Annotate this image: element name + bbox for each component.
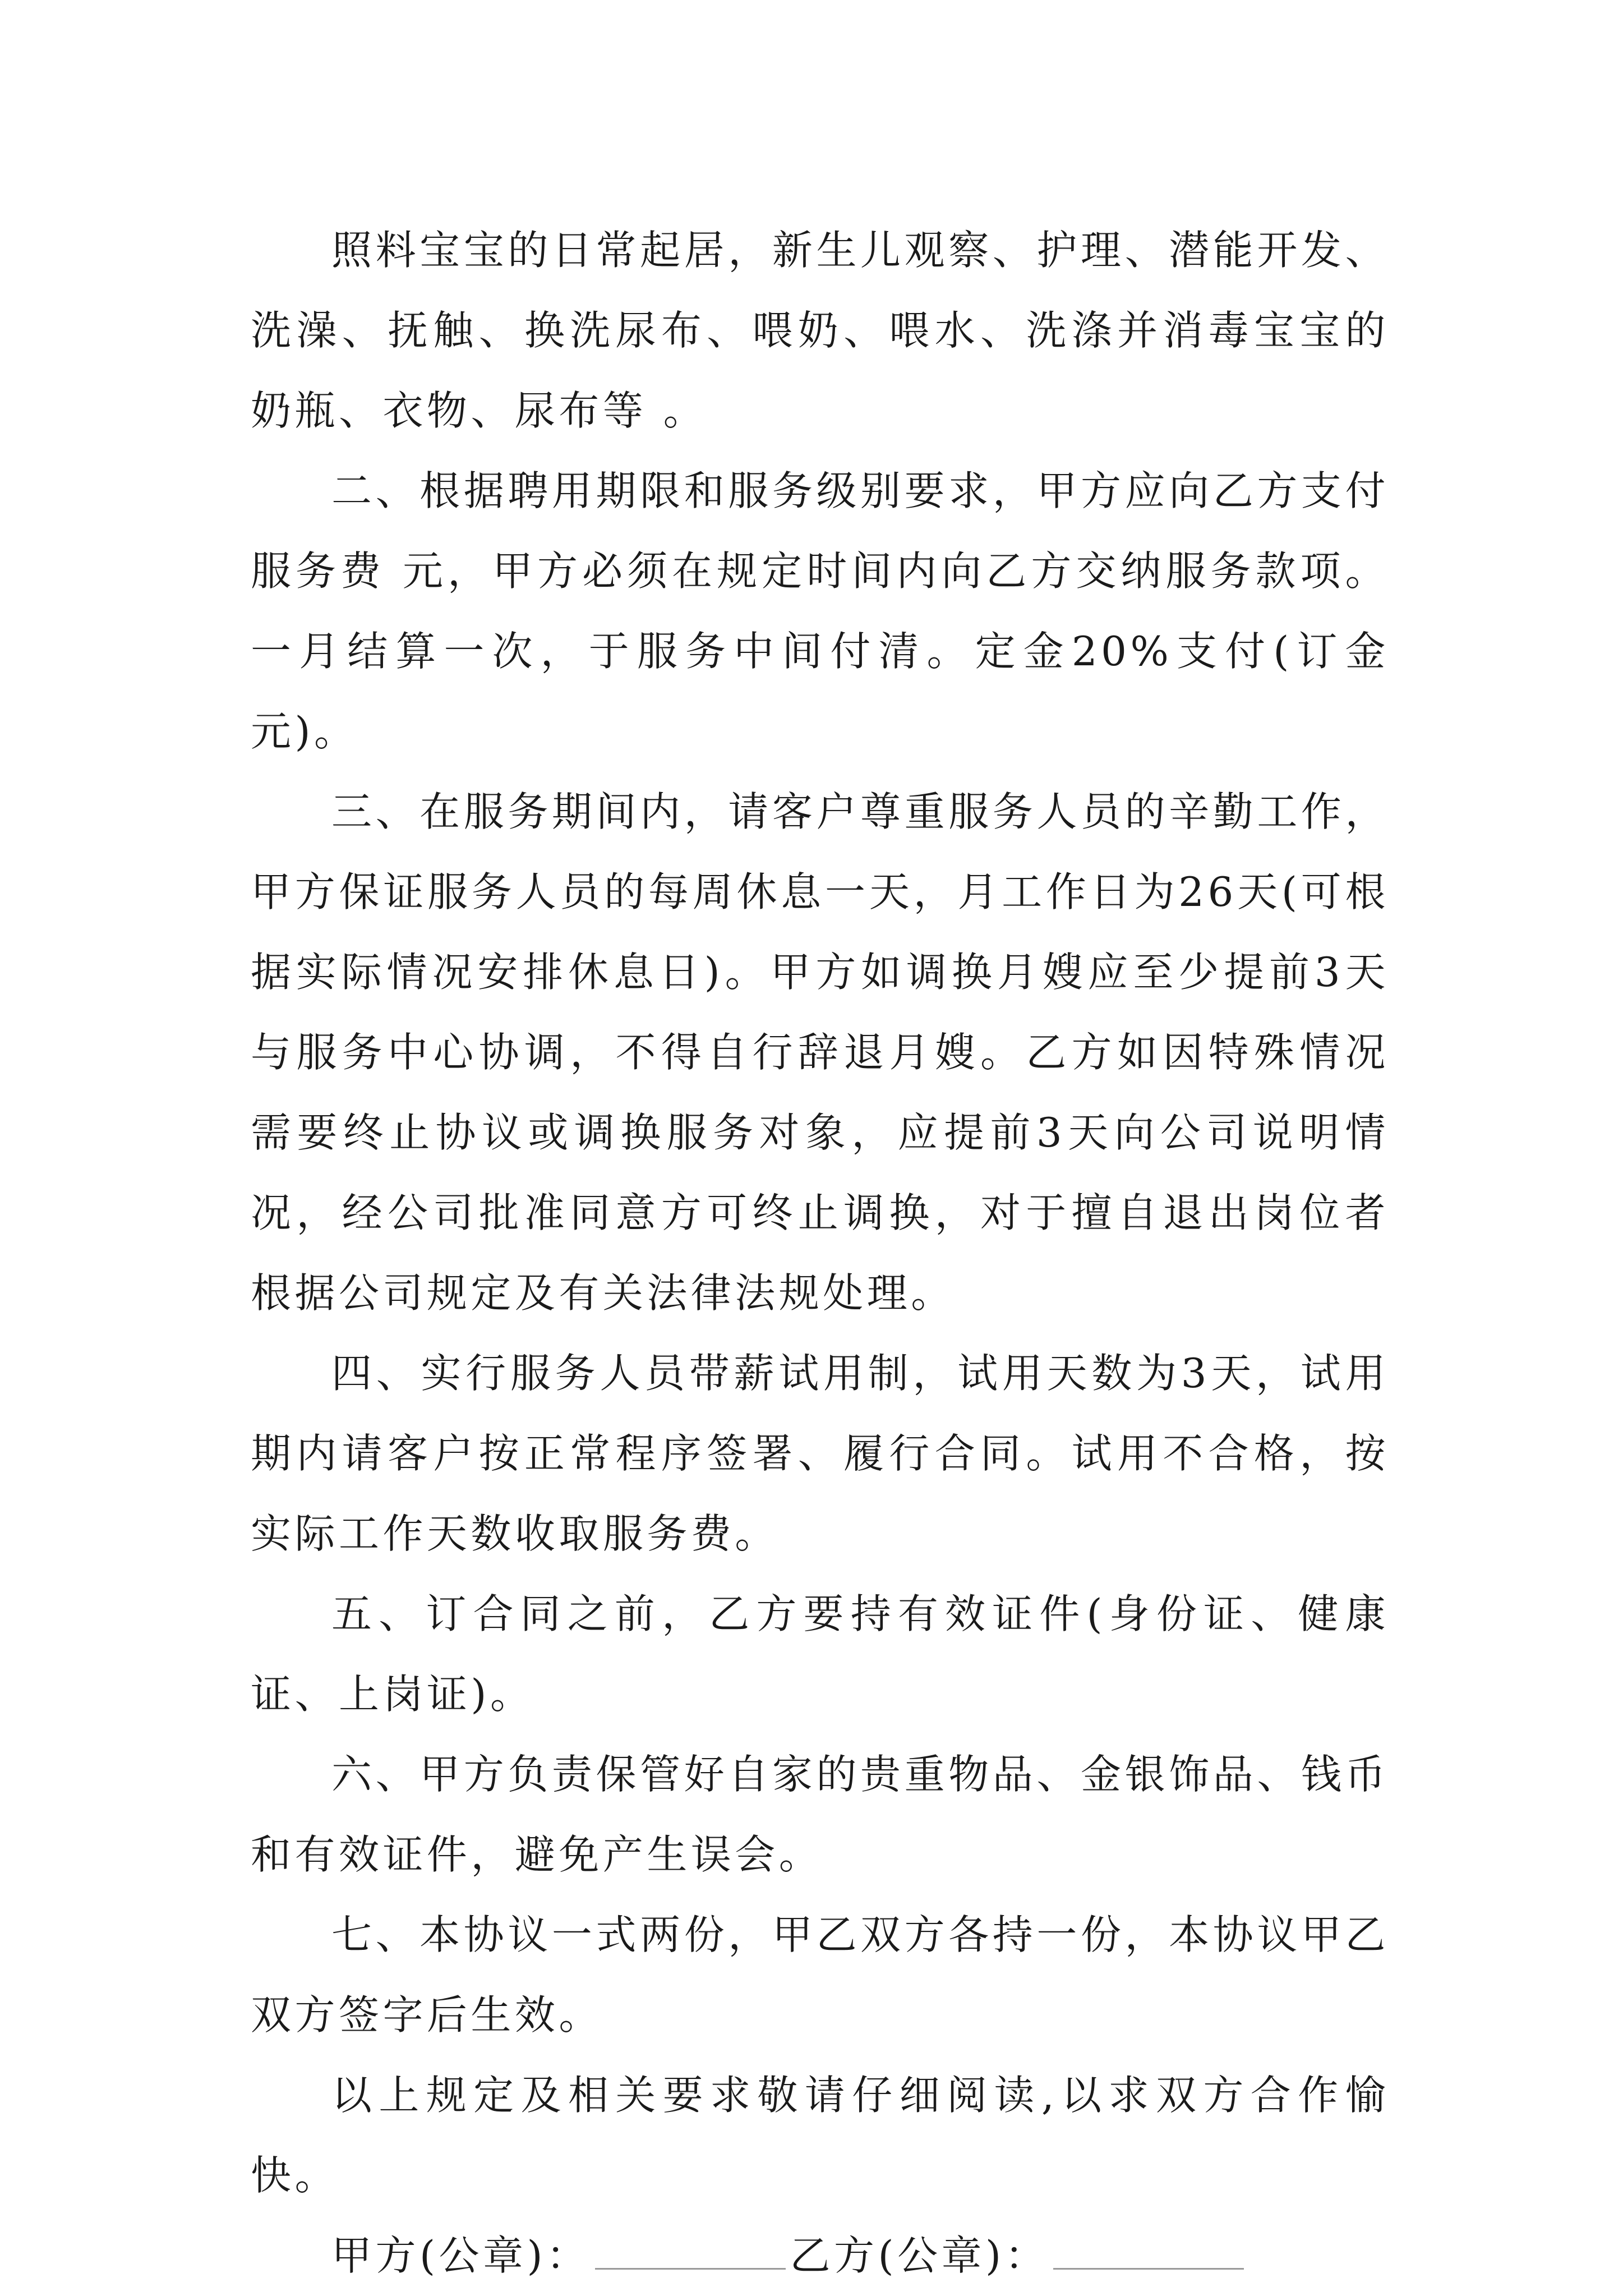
party-a-seal-blank[interactable] <box>595 2234 786 2270</box>
paragraph-clause-4: 四、实行服务人员带薪试用制，试用天数为3天，试用期内请客户按正常程序签署、履行合同。试用不合格，按实际工作天数收取服务费。 <box>251 1350 1389 1557</box>
signature-line <box>251 2216 1389 2296</box>
paragraph-clause-7: 七、本协议一式两份，甲乙双方各持一份，本协议甲乙双方签字后生效。 <box>251 1911 1389 2039</box>
paragraph-closing-note: 以上规定及相关要求敬请仔细阅读,以求双方合作愉快。 <box>251 2072 1389 2199</box>
paragraph-duties: 照料宝宝的日常起居，新生儿观察、护理、潜能开发、洗澡、抚触、换洗尿布、喂奶、喂水、洗涤并消毒宝宝的奶瓶、衣物、尿布等 。 <box>251 227 1389 434</box>
paragraph-clause-5: 五、订合同之前，乙方要持有效证件(身份证、健康证、上岗证)。 <box>251 1590 1389 1718</box>
party-b-seal-label: 乙方(公章)： <box>790 2232 1049 2279</box>
party-b-seal-blank[interactable] <box>1053 2234 1244 2270</box>
paragraph-clause-6: 六、甲方负责保管好自家的贵重物品、金银饰品、钱币和有效证件，避免产生误会。 <box>251 1751 1389 1878</box>
document-body <box>251 210 1389 2296</box>
party-a-seal-label: 甲方(公章)： <box>331 2232 591 2279</box>
paragraph-clause-3: 三、在服务期间内，请客户尊重服务人员的辛勤工作，甲方保证服务人员的每周休息一天，月工作日为26天(可根据实际情况安排休息日)。甲方如调换月嫂应至少提前3天与服务中心协调，不得自行辞退月嫂。乙方如因特殊情况需要终止协议或调换服务对象，应提前3天向公司说明情况，经公司批准同意方可终止调换，对于擅自退出岗位者根据公司规定及有关法律法规处理。 <box>251 788 1389 1317</box>
paragraph-clause-2: 二、根据聘用期限和服务级别要求，甲方应向乙方支付服务费 元，甲方必须在规定时间内向乙方交纳服务款项。一月结算一次，于服务中间付清。定金20%支付(订金 元)。 <box>251 467 1389 755</box>
